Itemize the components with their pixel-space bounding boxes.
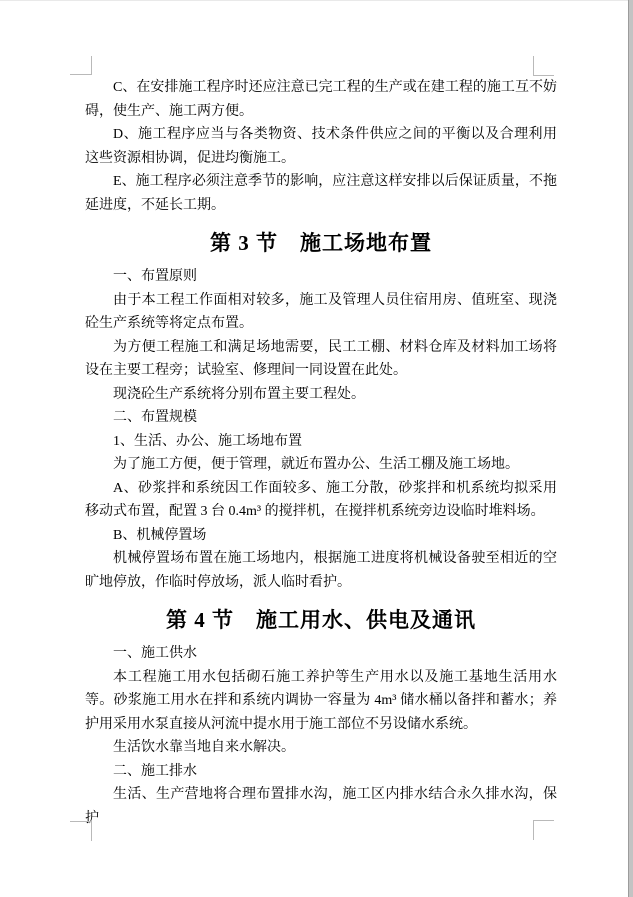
paragraph: 机械停置场布置在施工场地内，根据施工进度将机械设备驶至相近的空旷地停放，作临时停放场，派人临时看护。: [85, 551, 557, 590]
paragraph: 生活饮水靠当地自来水解决。: [113, 740, 295, 755]
margin-crop-mark-top-left: [70, 56, 92, 75]
paragraph: C、在安排施工程序时还应注意已完工程的生产或在建工程的施工互不妨碍，使生产、施工两方便。: [85, 80, 557, 119]
margin-crop-mark-bottom-left: [70, 821, 92, 841]
section-heading: 第 4 节 施工用水、供电及通讯: [166, 608, 476, 632]
paragraph: E、施工程序必须注意季节的影响，应注意这样安排以后保证质量，不拖延进度，不延长工期。: [85, 174, 557, 213]
paragraph: 本工程施工用水包括砌石施工养护等生产用水以及施工基地生活用水等。砂浆施工用水在拌和系统内调协一容量为 4m³ 储水桶以备拌和蓄水；养护用采用水泵直接从河流中提水用于施工部位不另设储水系统。: [85, 669, 557, 732]
paragraph: A、砂浆拌和系统因工作面较多、施工分散，砂浆拌和机系统均拟采用移动式布置，配置 3 台 0.4m³ 的搅拌机，在搅拌机系统旁边设临时堆料场。: [85, 480, 557, 519]
paragraph: 生活、生产营地将合理布置排水沟，施工区内排水结合永久排水沟，保护: [85, 787, 557, 826]
paragraph: 一、布置原则: [113, 269, 197, 284]
paragraph: B、机械停置场: [113, 527, 207, 543]
paragraph: 由于本工程工作面相对较多，施工及管理人员住宿用房、值班室、现浇砼生产系统等将定点布置。: [85, 292, 557, 331]
document-body: [85, 76, 557, 830]
page-right-edge: [628, 0, 633, 897]
paragraph: 二、布置规模: [113, 410, 197, 425]
paragraph: 现浇砼生产系统将分别布置主要工程处。: [113, 386, 365, 402]
margin-crop-mark-bottom-right: [533, 820, 554, 840]
paragraph: D、施工程序应当与各类物资、技术条件供应之间的平衡以及合理利用这些资源相协调，促进均衡施工。: [85, 127, 557, 166]
margin-crop-mark-top-right: [533, 56, 554, 76]
section-heading: 第 3 节 施工场地布置: [210, 231, 432, 255]
paragraph: 为方便工程施工和满足场地需要，民工工棚、材料仓库及材料加工场将设在主要工程旁；试验室、修理间一同设置在此处。: [85, 339, 557, 378]
paragraph: 二、施工排水: [113, 763, 197, 779]
paragraph: 一、施工供水: [113, 646, 197, 661]
paragraph: 1、生活、办公、施工场地布置: [113, 433, 302, 449]
paragraph: 为了施工方便，便于管理，就近布置办公、生活工棚及施工场地。: [113, 457, 519, 472]
page-top-edge: [0, 0, 633, 1]
